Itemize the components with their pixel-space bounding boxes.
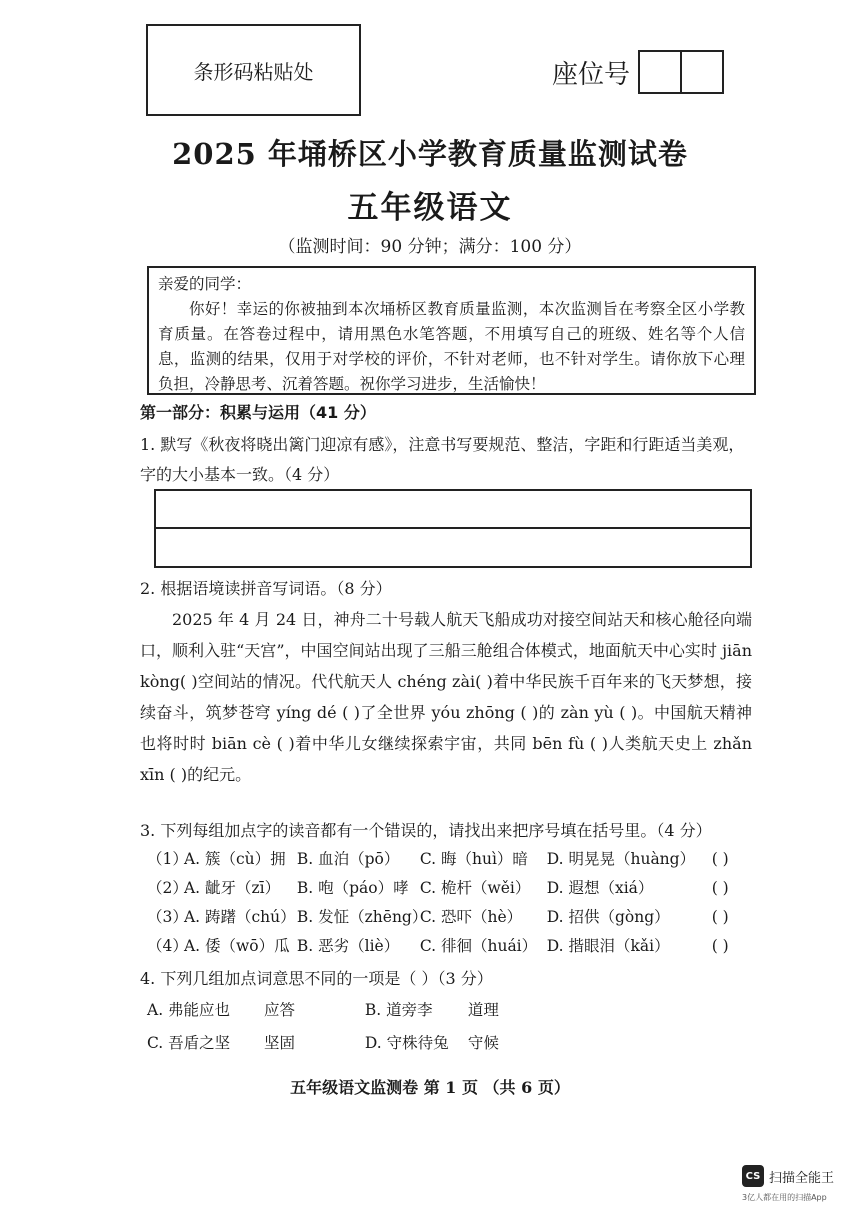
option-b-phrase: B. 道旁李 <box>364 1001 433 1019</box>
option-b: B. 咆（páo）哮 <box>296 879 409 897</box>
option-a: A. 龇牙（zī） <box>183 879 281 897</box>
seat-cell[interactable] <box>680 50 724 94</box>
row-number: （4） <box>147 937 188 955</box>
option-c: C. 恐吓（hè） <box>419 908 523 926</box>
camscanner-tagline: 3亿人都在用的扫描App <box>742 1193 827 1202</box>
q3-row-1 <box>147 845 729 873</box>
option-c-word: 坚固 <box>263 1034 295 1052</box>
passage-text: 2025 年 4 月 24 日，神舟二十号载人航天飞船成功对接空间站天和核心舱径向端口，顺利入驻“天宫”，中国空间站出现了三船三舱组合体模式，地面航天中心实时 jiān kòng( )空间站的情况。代代航天人 chéng zài( )着中华民族千百年来的飞天梦想，接续奋斗，筑梦苍穹 yíng dé ( )了全世界 yóu zhōng ( )的 zàn yù ( )。中国航天精神也将时时 biān cè ( )着中华儿女继续探索宇宙，共同 bēn fù ( )人类航天史上 zhǎn xīn ( )的纪元。 <box>140 610 752 784</box>
option-d: D. 遐想（xiá） <box>546 879 654 897</box>
option-d: D. 招供（gòng） <box>546 908 670 926</box>
answer-blank[interactable]: ( ) <box>711 879 729 897</box>
question-3: 3. 下列每组加点字的读音都有一个错误的，请找出来把序号填在括号里。（4 分） <box>140 821 712 840</box>
option-c-phrase: C. 吾盾之坚 <box>147 1034 231 1052</box>
writing-divider <box>156 527 750 529</box>
row-number: （3） <box>147 908 188 926</box>
option-b: B. 发怔（zhēng） <box>296 908 428 926</box>
option-b: B. 恶劣（liè） <box>296 937 400 955</box>
option-c: C. 桅杆（wěi） <box>419 879 531 897</box>
q4-row-2 <box>147 1029 499 1057</box>
seat-label: 座位号 <box>552 59 631 90</box>
exam-timing: （监测时间：90 分钟；满分：100 分） <box>278 237 582 257</box>
option-a-phrase: A. 弗能应也 <box>147 1001 231 1019</box>
answer-writing-box[interactable] <box>154 489 752 568</box>
option-c: C. 晦（huì）暗 <box>419 850 528 868</box>
question-4: 4. 下列几组加点词意思不同的一项是（ ）（3 分） <box>140 969 493 988</box>
q3-row-4 <box>147 932 729 960</box>
exam-title: 2025 年埇桥区小学教育质量监测试卷 <box>172 137 688 171</box>
option-c: C. 徘徊（huái） <box>419 937 538 955</box>
exam-subtitle: 五年级语文 <box>347 190 513 226</box>
question-2-passage <box>140 604 752 790</box>
q4-row-1 <box>147 996 499 1024</box>
page-footer: 五年级语文监测卷 第 1 页 （共 6 页） <box>290 1078 570 1097</box>
option-a: A. 踌躇（chú） <box>183 908 296 926</box>
notice-body: 你好！幸运的你被抽到本次埇桥区教育质量监测，本次监测旨在考察全区小学教育质量。在答卷过程中，请用黑色水笔答题，不用填写自己的班级、姓名等个人信息，监测的结果，仅用于对学校的评价，不针对老师，也不针对学生。请你放下心理负担，冷静思考、沉着答题。祝你学习进步，生活愉快！ <box>158 300 745 393</box>
answer-blank[interactable]: ( ) <box>711 908 729 926</box>
notice-box <box>147 266 756 395</box>
option-b-word: 道理 <box>467 1001 499 1019</box>
option-a: A. 倭（wō）瓜 <box>183 937 290 955</box>
option-d-word: 守候 <box>467 1034 499 1052</box>
option-d-phrase: D. 守株待兔 <box>364 1034 449 1052</box>
option-a: A. 簇（cù）拥 <box>183 850 286 868</box>
barcode-label: 条形码粘贴处 <box>193 59 314 84</box>
q3-row-3 <box>147 903 729 931</box>
option-d: D. 揩眼泪（kǎi） <box>546 937 670 955</box>
scanner-watermark <box>742 1165 834 1187</box>
notice-greeting: 亲爱的同学： <box>158 275 252 293</box>
seat-cell[interactable] <box>638 50 682 94</box>
section-heading: 第一部分：积累与运用（41 分） <box>140 403 376 422</box>
option-b: B. 血泊（pō） <box>296 850 400 868</box>
option-a-word: 应答 <box>263 1001 295 1019</box>
row-number: （2） <box>147 879 188 897</box>
row-number: （1） <box>147 850 188 868</box>
answer-blank[interactable]: ( ) <box>711 850 729 868</box>
option-d: D. 明晃晃（huàng） <box>546 850 696 868</box>
answer-blank[interactable]: ( ) <box>711 937 729 955</box>
question-1: 1. 默写《秋夜将晓出篱门迎凉有感》，注意书写要规范、整洁，字距和行距适当美观，字的大小基本一致。（4 分） <box>140 435 745 484</box>
seat-number <box>552 50 724 94</box>
question-2: 2. 根据语境读拼音写词语。（8 分） <box>140 579 392 598</box>
barcode-area <box>146 24 361 116</box>
q3-row-2 <box>147 874 729 902</box>
camscanner-name: 扫描全能王 <box>769 1170 835 1186</box>
camscanner-logo: CS <box>742 1165 764 1187</box>
